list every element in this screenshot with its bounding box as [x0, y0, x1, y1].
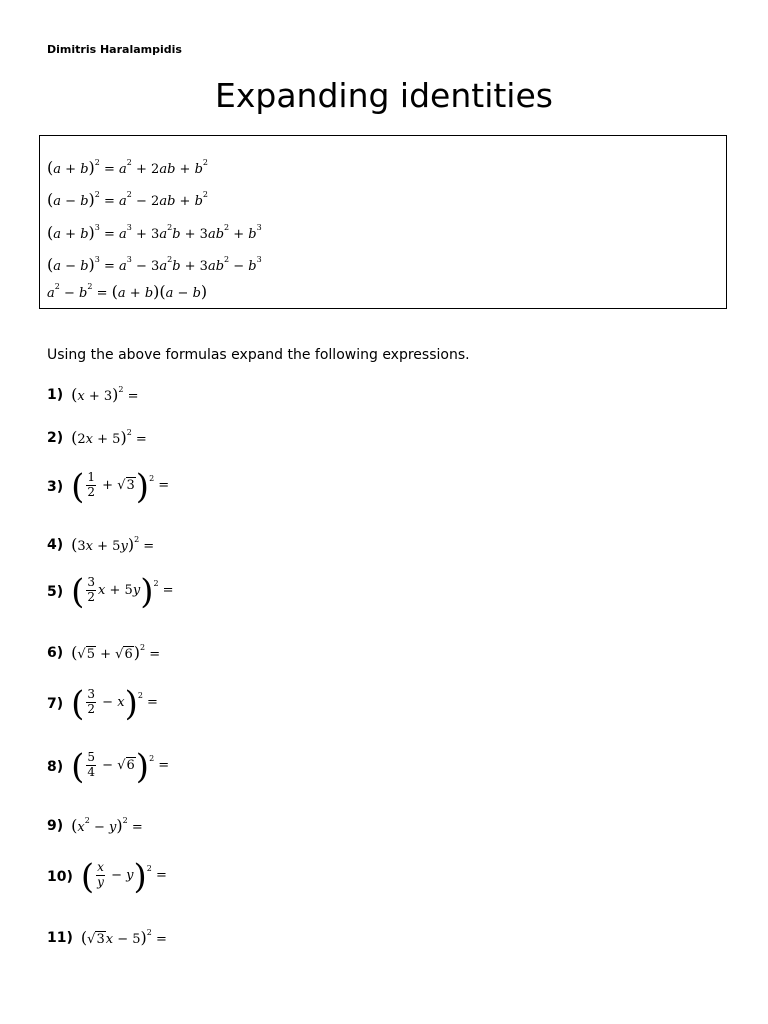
identity-line: $(a + b)^3 = a^3 + 3a^2b + 3ab^2 + b^3$	[47, 223, 262, 242]
problem-number: 7)	[47, 696, 64, 712]
problem-item	[47, 684, 158, 724]
instruction-text: Using the above formulas expand the following expressions.	[47, 347, 470, 363]
problem-item	[47, 927, 167, 947]
problem-expression: $(2x + 5)^2$ =	[71, 428, 147, 447]
problem-item	[47, 642, 160, 662]
problem-number: 9)	[47, 817, 64, 834]
problem-item	[47, 384, 139, 404]
problem-number: 3)	[47, 479, 64, 495]
problem-number: 6)	[47, 644, 64, 661]
problem-number: 5)	[47, 584, 64, 600]
problem-expression: ( $\frac{1}{2}$ + √3)$^2$ =	[71, 467, 170, 507]
problem-number: 2)	[47, 429, 64, 446]
identity-line: $a^2 - b^2 = (a + b)(a - b)$	[47, 282, 208, 301]
problem-expression: ( $\frac{3}{2}$ − x)$^2$ =	[71, 684, 158, 724]
problem-number: 11)	[47, 929, 73, 946]
problem-number: 4)	[47, 536, 64, 553]
problem-item	[47, 467, 170, 507]
problem-expression: $(x + 3)^2$ =	[71, 385, 139, 404]
problem-expression: $(x^2 - y)^2$ =	[71, 816, 143, 835]
problem-item	[47, 427, 147, 447]
identity-line: $(a - b)^2 = a^2 - 2ab + b^2$	[47, 190, 208, 209]
identity-line: $(a - b)^3 = a^3 - 3a^2b + 3ab^2 - b^3$	[47, 255, 262, 274]
problem-expression: $(3x + 5y)^2$ =	[71, 535, 155, 554]
problem-item	[47, 572, 174, 612]
problem-item	[47, 747, 170, 787]
problem-expression: ( $\frac{5}{4}$ − √6)$^2$ =	[71, 747, 170, 787]
problem-item	[47, 857, 167, 897]
problem-number: 10)	[47, 869, 73, 885]
author-name: Dimitris Haralampidis	[47, 43, 182, 56]
problem-expression: $(√3x - 5)^2$ =	[80, 928, 167, 947]
problem-expression: ( $\frac{3}{2}$ x + 5y)$^2$ =	[71, 572, 174, 612]
identities-box	[39, 135, 727, 309]
problem-number: 8)	[47, 759, 64, 775]
problem-expression: ( $\frac{x}{y}$ − y)$^2$ =	[80, 857, 167, 897]
page-title: Expanding identities	[215, 76, 553, 115]
problem-item	[47, 815, 143, 835]
problem-item	[47, 534, 154, 554]
identity-line: $(a + b)^2 = a^2 + 2ab + b^2$	[47, 158, 208, 177]
problem-number: 1)	[47, 386, 64, 403]
problem-expression: $(√5 + √6)^2$ =	[71, 643, 161, 662]
